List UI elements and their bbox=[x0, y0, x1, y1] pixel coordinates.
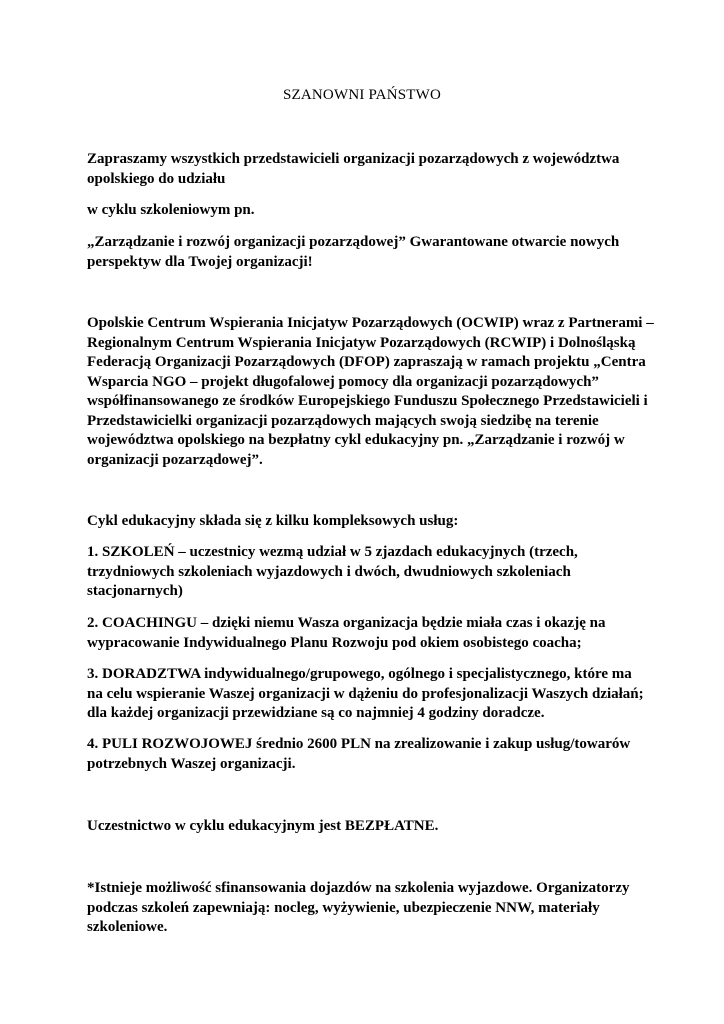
text-line: 3. DORADZTWA indywidualnego/grupowego, ogólnego i specjalistycznego, które ma bbox=[87, 666, 632, 682]
text-line: Cykl edukacyjny składa się z kilku kompleksowych usług: bbox=[87, 513, 459, 529]
invitation-paragraph bbox=[87, 150, 647, 189]
text-line: dla każdej organizacji przewidziane są co najmniej 4 godziny doradcze. bbox=[87, 705, 545, 721]
service-item-development-pool bbox=[87, 735, 647, 774]
service-item-coaching bbox=[87, 614, 647, 653]
text-line: podczas szkoleń zapewniają: nocleg, wyżywienie, ubezpieczenie NNW, materiały bbox=[87, 899, 600, 916]
service-item-trainings bbox=[87, 543, 647, 602]
cycle-name-paragraph bbox=[87, 233, 647, 272]
text-line: „Zarządzanie i rozwój organizacji pozarządowej” Gwarantowane otwarcie nowych bbox=[87, 234, 620, 250]
text-line: 4. PULI ROZWOJOWEJ średnio 2600 PLN na zrealizowanie i zakup usług/towarów bbox=[87, 736, 631, 752]
text-line: województwa opolskiego na bezpłatny cykl edukacyjny pn. „Zarządzanie i rozwój w bbox=[87, 432, 625, 448]
footnote-paragraph bbox=[87, 879, 647, 938]
text-line: perspektyw dla Twojej organizacji! bbox=[87, 253, 313, 270]
text-line: na celu wspieranie Waszej organizacji w dążeniu do profesjonalizacji Waszych działań; bbox=[87, 685, 644, 702]
text-line: wypracowanie Indywidualnego Planu Rozwoju pod okiem osobistego coacha; bbox=[87, 634, 582, 651]
text-line: opolskiego do udziału bbox=[87, 170, 226, 187]
text-line: *Istnieje możliwość sfinansowania dojazdów na szkolenia wyjazdowe. Organizatorzy bbox=[87, 880, 630, 896]
document-title: SZANOWNI PAŃSTWO bbox=[282, 87, 442, 103]
text-line: Przedstawicielki organizacji pozarządowych mających swoją siedzibę na terenie bbox=[87, 412, 599, 429]
text-line: potrzebnych Waszej organizacji. bbox=[87, 755, 296, 772]
text-line: współfinansowanego ze środków Europejskiego Funduszu Społecznego Przedstawicieli i bbox=[87, 393, 648, 409]
text-line: 2. COACHINGU – dzięki niemu Wasza organizacja będzie miała czas i okazję na bbox=[87, 615, 606, 631]
text-line: Wsparcia NGO – projekt długofalowej pomocy dla organizacji pozarządowych” bbox=[87, 373, 599, 390]
organizers-paragraph bbox=[87, 314, 654, 470]
text-line: Federacją Organizacji Pozarządowych (DFOP) zapraszają w ramach projektu „Centra bbox=[87, 354, 646, 370]
text-line: Opolskie Centrum Wspierania Inicjatyw Pozarządowych (OCWIP) wraz z Partnerami – bbox=[87, 315, 654, 331]
text-line: Uczestnictwo w cyklu edukacyjnym jest BEZPŁATNE. bbox=[87, 818, 439, 834]
cycle-intro bbox=[87, 201, 647, 221]
text-line: organizacji pozarządowej”. bbox=[87, 451, 263, 468]
text-line: trzydniowych szkoleniach wyjazdowych i dwóch, dwudniowych szkoleniach bbox=[87, 563, 571, 580]
service-item-advisory bbox=[87, 665, 647, 724]
text-line: Regionalnym Centrum Wspierania Inicjatyw Pozarządowych (RCWIP) i Dolnośląską bbox=[87, 334, 636, 351]
text-line: 1. SZKOLEŃ – uczestnicy wezmą udział w 5 zjazdach edukacyjnych (trzech, bbox=[87, 544, 578, 560]
text-line: stacjonarnych) bbox=[87, 583, 183, 599]
services-intro bbox=[87, 512, 647, 532]
text-line: w cyklu szkoleniowym pn. bbox=[87, 202, 255, 218]
free-participation-note bbox=[87, 817, 647, 837]
text-line: szkoleniowe. bbox=[87, 919, 168, 935]
text-line: Zapraszamy wszystkich przedstawicieli organizacji pozarządowych z województwa bbox=[87, 151, 620, 167]
